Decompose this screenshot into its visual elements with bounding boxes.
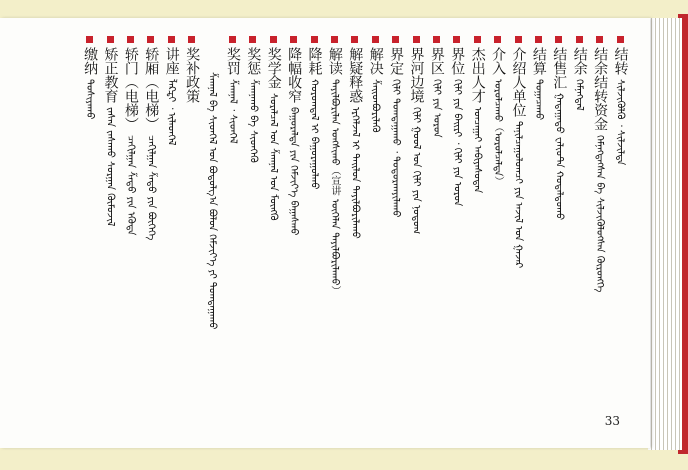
chinese-term: 解决: [367, 47, 384, 75]
entry-column: [284, 36, 304, 235]
entry-column: [345, 36, 365, 239]
entry-marker-icon: [535, 36, 542, 43]
mongolian-translation: ᠱᠡᠢᠳᠪᠦᠷᠢᠯᠡᠬᠦ: [369, 79, 381, 133]
mongolian-translation: ᠲᠤᠰᠢᠶᠠᠬᠤ: [84, 79, 96, 120]
chinese-term: 轿厢（电梯）: [143, 47, 160, 131]
chinese-term: 结余结转资金: [592, 47, 609, 131]
mongolian-translation: ᠡᠷᠭᠡᠯᠵᠡᠯ ᠢ ᠳᠠᠢᠯᠤᠨ ᠲᠠᠶᠢᠯᠪᠤᠷᠢᠯᠠᠬᠤ: [349, 107, 361, 239]
chinese-term: 结售汇: [551, 47, 568, 89]
dictionary-page: [0, 18, 650, 448]
mongolian-translation: ᠣᠷᠣᠯᠴᠠᠬᠤ（ᠣᠷᠣᠯᠴᠠᠯᠲᠠ）: [492, 79, 504, 187]
chinese-term: 界定: [388, 47, 405, 75]
chinese-term: 解疑释惑: [347, 47, 364, 103]
chinese-term: 结算: [530, 47, 547, 75]
mongolian-translation: ᠣᠨᠴᠠᠭᠠᠢ ᠠᠪᠢᠶᠠᠰᠤᠲᠠᠨ: [471, 107, 483, 194]
entry-column: [488, 36, 508, 186]
chinese-term: 结余: [571, 47, 588, 75]
chinese-term: 降幅收窄: [286, 47, 303, 103]
entry-column: [610, 36, 630, 165]
entry-column: [161, 36, 181, 145]
chinese-term: 界位: [449, 47, 466, 75]
chinese-term: 奖补政策: [184, 47, 201, 103]
mongolian-translation: ᠬᠢᠯᠢ ᠲᠣᠭᠲᠠᠭᠠᠬᠤ ᠂ ᠲᠣᠳᠤᠷᠬᠠᠶᠢᠯᠠᠬᠤ: [390, 79, 402, 218]
entry-column: [243, 36, 263, 163]
entry-marker-icon: [351, 36, 358, 43]
mongolian-translation: ᠴᠠᠬᠢᠯᠭᠠᠨ ᠱᠠᠲᠤ ᠶᠢᠨ ᠡᠭᠦᠳᠡ: [124, 135, 136, 236]
entry-marker-icon: [107, 36, 114, 43]
entry-marker-icon: [249, 36, 256, 43]
entry-column: [120, 36, 140, 235]
entry-marker-icon: [576, 36, 583, 43]
entry-marker-icon: [168, 36, 175, 43]
entry-marker-icon: [229, 36, 236, 43]
entry-column: [467, 36, 487, 193]
chinese-term: 矫正教育: [102, 47, 119, 103]
mongolian-translation: ᠬᠢᠯᠢ ᠭᠣᠣᠯ ᠤᠨ ᠬᠢᠯᠢ ᠶᠢᠨ ᠨᠤᠲᠤᠭ: [410, 107, 422, 235]
entry-column: [202, 68, 222, 330]
mongolian-translation: ᠭᠠᠳᠠᠭᠠᠳᠤ ᠸᠠᠯᠢᠦᠲ᠋ᠠ ᠬᠤᠳᠠᠯᠳᠤᠬᠤ: [553, 93, 565, 221]
entry-marker-icon: [433, 36, 440, 43]
entry-column: [569, 36, 589, 111]
chinese-term: 讲座: [163, 47, 180, 75]
entry-marker-icon: [127, 36, 134, 43]
entry-column: [426, 36, 446, 138]
entry-marker-icon: [331, 36, 338, 43]
mongolian-translation: ᠬᠡᠮᠨᠡᠭᠳᠡᠯ: [573, 79, 585, 111]
entry-marker-icon: [474, 36, 481, 43]
entry-marker-icon: [372, 36, 379, 43]
entry-marker-icon: [311, 36, 318, 43]
entry-column: [304, 36, 324, 189]
chinese-term: 杰出人才: [469, 47, 486, 103]
chinese-term: 奖罚: [224, 47, 241, 75]
entry-marker-icon: [188, 36, 195, 43]
mongolian-translation: ᠲᠣᠭᠠᠴᠠᠬᠤ: [532, 79, 544, 121]
chinese-term: 奖惩: [245, 47, 262, 75]
chinese-term: 轿门（电梯）: [122, 47, 139, 131]
chinese-term: 介入: [490, 47, 507, 75]
chinese-term: 降耗: [306, 47, 323, 75]
chinese-term: 缴纳: [82, 47, 99, 75]
entry-column: [549, 36, 569, 220]
chinese-term: 介绍人单位: [510, 47, 527, 117]
entry-marker-icon: [453, 36, 460, 43]
entry-column: [528, 36, 548, 120]
entry-column: [406, 36, 426, 234]
entry-marker-icon: [515, 36, 522, 43]
entry-marker-icon: [147, 36, 154, 43]
entry-marker-icon: [617, 36, 624, 43]
mongolian-translation: ᠰᠤᠷᠠᠯᠴᠠᠯ ᠤᠨ ᠱᠠᠭᠨᠠᠯ ᠤᠨ ᠮᠥᠩᠭᠦ: [267, 93, 279, 221]
entry-column: [222, 36, 242, 144]
mongolian-translation: ᠱᠠᠭᠨᠠᠯ ᠪᠠ ᠰᠢᠳᠬᠡᠯ ᠤᠨ ᠪᠣᠳᠣᠯᠭ᠎ᠠ ᠪᠣᠯᠤᠨ ᠬᠡᠮᠵᠢᠶ᠎ᠡ ᠶᠢ ᠲᠣᠭᠲᠠᠭᠠᠬᠤ: [206, 72, 218, 330]
mongolian-translation: ᠬᠢᠯᠢ ᠶᠢᠨ ᠣᠷᠣᠨ: [430, 79, 442, 138]
mongolian-translation: ᠰᠢᠯᠵᠢᠭᠦᠯᠬᠦ ᠂ ᠰᠢᠯᠵᠢᠯᠲᠡ: [614, 79, 626, 166]
entry-column: [182, 36, 202, 103]
entry-column: [386, 36, 406, 218]
mongolian-translation: ᠯᠡᠺᠼᠢ ᠂ ᠢᠯᠡᠳᠬᠡᠯ: [165, 79, 177, 146]
chinese-term: 解读: [326, 47, 343, 75]
entry-marker-icon: [392, 36, 399, 43]
entry-column: [100, 36, 120, 226]
mongolian-translation: ᠪᠠᠭᠤᠷᠠᠯᠲᠠ ᠶᠢᠨ ᠬᠡᠮᠵᠢᠶ᠎ᠡ ᠪᠠᠭᠠᠰᠬᠤ: [288, 107, 300, 236]
mongolian-translation: ᠲᠠᠨᠢᠯᠴᠠᠭᠤᠯᠤᠭᠴᠢ ᠶᠢᠨ ᠠᠵᠢᠯ ᠤᠨ ᠭᠠᠵᠠᠷ: [512, 121, 524, 269]
mongolian-translation: ᠬᠣᠷᠣᠭᠳᠠᠯ ᠢ ᠪᠠᠭᠤᠷᠠᠭᠤᠯᠬᠤ: [308, 79, 320, 190]
entry-marker-icon: [413, 36, 420, 43]
entry-column: [508, 36, 528, 268]
entry-column: [324, 36, 344, 296]
mongolian-translation: ᠴᠠᠬᠢᠯᠭᠠᠨ ᠱᠠᠲᠤ ᠶᠢᠨ ᠪᠦᠬᠡᠭᠡ: [145, 135, 157, 241]
page-number: 33: [604, 414, 620, 428]
entry-column: [141, 36, 161, 240]
entry-marker-icon: [270, 36, 277, 43]
chinese-term: 结转: [612, 47, 629, 75]
entry-column: [365, 36, 385, 133]
mongolian-translation: ᠵᠠᠰᠠᠨ ᠵᠠᠰᠠᠬᠤ ᠰᠤᠷᠭᠠᠨ ᠬᠦᠮᠦᠵᠢᠯ: [104, 107, 116, 227]
entry-marker-icon: [86, 36, 93, 43]
chinese-term: 界区: [428, 47, 445, 75]
entry-column: [447, 36, 467, 206]
book-page-edges: [648, 18, 682, 450]
mongolian-translation: ᠬᠢᠯᠢ ᠶᠢᠨ ᠪᠠᠢᠷᠢ ᠂ ᠬᠢᠯᠢ ᠶᠢᠨ ᠤᠷᠤᠨ: [451, 79, 463, 207]
entry-column: [590, 36, 610, 292]
entry-marker-icon: [596, 36, 603, 43]
mongolian-translation: ᠬᠡᠮᠨᠡᠭᠳᠡᠭᠰᠡᠨ ᠪᠠ ᠰᠢᠯᠵᠢᠭᠦᠯᠦᠭᠰᠡᠨ ᠬᠥᠷᠥᠩᠭᠡ: [594, 135, 606, 293]
mongolian-translation: ᠲᠠᠶᠢᠯᠪᠤᠷᠢᠯᠠᠨ ᠤᠩᠰᠢᠬᠤ（宣讲 ᠦᠭᠡᠯᠡᠨ ᠲᠠᠶᠢᠯᠪᠤᠷᠢᠯᠠᠬᠤ）: [328, 79, 340, 296]
entry-marker-icon: [494, 36, 501, 43]
chinese-term: 界河边境: [408, 47, 425, 103]
entry-marker-icon: [290, 36, 297, 43]
entry-column: [263, 36, 283, 221]
entry-marker-icon: [555, 36, 562, 43]
entry-column: [80, 36, 100, 119]
chinese-term: 奖学金: [265, 47, 282, 89]
mongolian-translation: ᠱᠠᠭᠨᠠᠯ ᠂ ᠰᠢᠳᠬᠡᠯ: [226, 79, 238, 144]
mongolian-translation: ᠱᠠᠭᠨᠠᠬᠤ ᠪᠠ ᠰᠢᠳᠬᠡᠬᠦ: [247, 79, 259, 163]
